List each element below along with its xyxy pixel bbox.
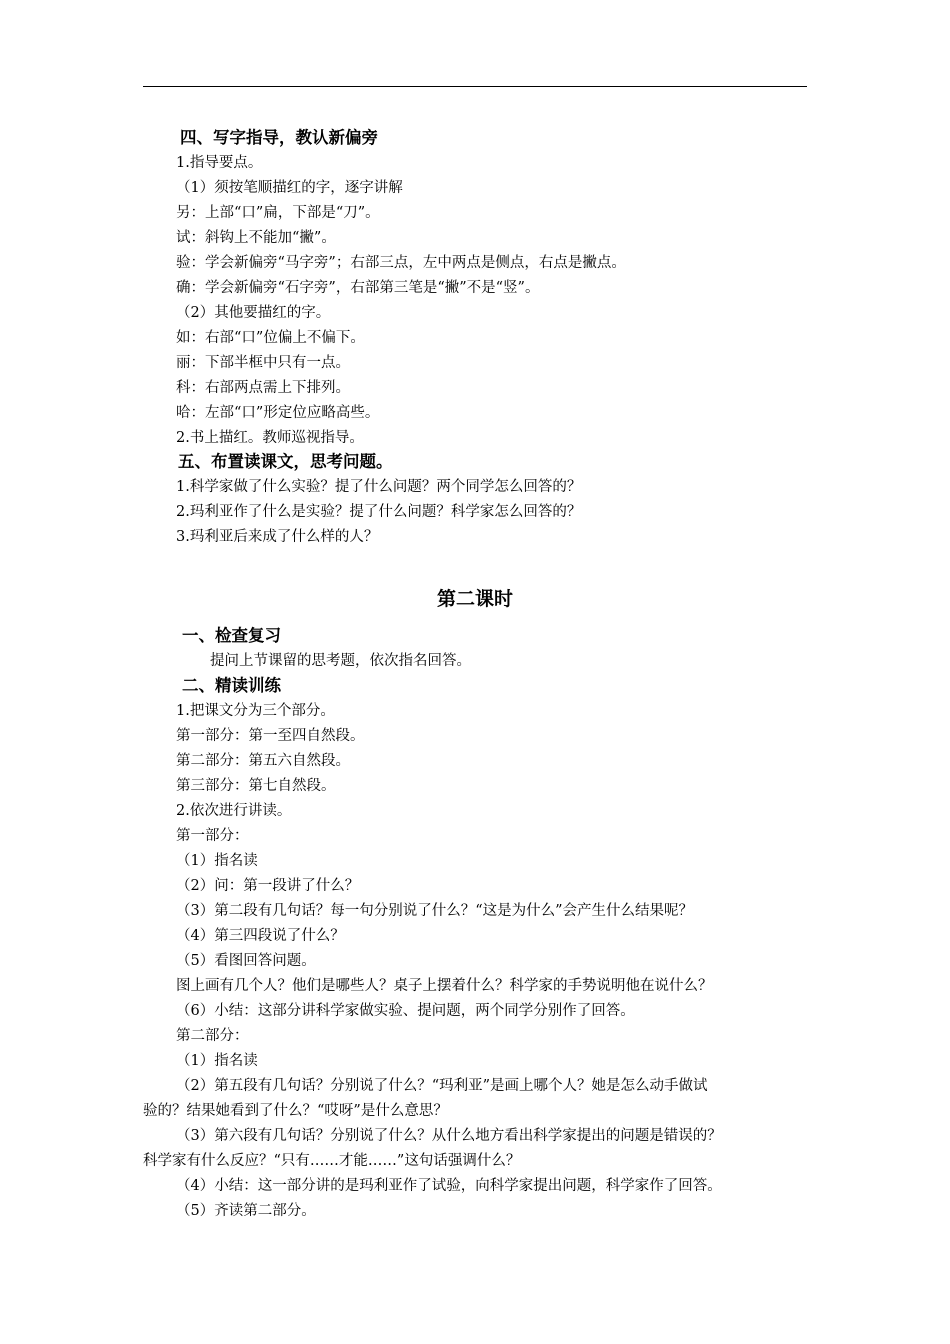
lesson-title: 第二课时 (436, 588, 513, 610)
text-line: 3.玛利亚后来成了什么样的人？ (176, 529, 379, 545)
text-line: （1）指名读 (176, 853, 258, 869)
text-line: （3）第二段有几句话？每一句分别说了什么？“这是为什么”会产生什么结果呢？ (176, 903, 694, 919)
text-line: 第二部分： (176, 1028, 249, 1044)
text-line: 验：学会新偏旁“马字旁”；右部三点，左中两点是侧点，右点是撇点。 (176, 255, 626, 271)
section-heading: 四、写字指导，教认新偏旁 (180, 128, 378, 147)
text-line: （6）小结：这部分讲科学家做实验、提问题，两个同学分别作了回答。 (176, 1003, 635, 1019)
text-line: （4）小结：这一部分讲的是玛利亚作了试验，向科学家提出问题，科学家作了回答。 (176, 1178, 722, 1194)
text-line: 图上画有几个人？他们是哪些人？桌子上摆着什么？科学家的手势说明他在说什么？ (176, 978, 713, 994)
text-line: 提问上节课留的思考题，依次指名回答。 (210, 653, 471, 669)
text-line: 2.书上描红。教师巡视指导。 (176, 430, 364, 446)
section-heading: 一、检查复习 (182, 626, 281, 645)
text-line: （4）第三四段说了什么？ (176, 928, 345, 944)
text-line: 第一部分： (176, 828, 249, 844)
text-line: 科：右部两点需上下排列。 (176, 380, 350, 396)
text-line: （2）问：第一段讲了什么？ (176, 878, 360, 894)
text-line: 验的？结果她看到了什么？“哎呀”是什么意思？ (143, 1103, 448, 1119)
text-line: 确：学会新偏旁“石字旁”，右部第三笔是“撇”不是“竖”。 (176, 280, 540, 296)
text-line: 第二部分：第五六自然段。 (176, 753, 350, 769)
section-heading: 五、布置读课文，思考问题。 (178, 452, 393, 471)
text-line: （1）须按笔顺描红的字，逐字讲解 (176, 180, 403, 196)
text-line: 1.指导要点。 (176, 155, 263, 171)
text-line: 科学家有什么反应？“只有……才能……”这句话强调什么？ (143, 1153, 521, 1169)
text-line: 2.依次进行讲读。 (176, 803, 292, 819)
text-line: 如：右部“口”位偏上不偏下。 (176, 330, 365, 346)
text-line: （5）看图回答问题。 (176, 953, 316, 969)
text-line: 哈：左部“口”形定位应略高些。 (176, 405, 380, 421)
text-line: 试：斜钩上不能加“撇”。 (176, 230, 336, 246)
text-line: （2）第五段有几句话？分别说了什么？“玛利亚”是画上哪个人？她是怎么动手做试 (176, 1078, 708, 1094)
text-line: （3）第六段有几句话？分别说了什么？从什么地方看出科学家提出的问题是错误的？ (176, 1128, 722, 1144)
text-line: 另：上部“口”扁，下部是“刀”。 (176, 205, 380, 221)
text-line: 丽：下部半框中只有一点。 (176, 355, 350, 371)
section-heading: 二、精读训练 (182, 676, 281, 695)
text-line: 1.把课文分为三个部分。 (176, 703, 335, 719)
text-line: （2）其他要描红的字。 (176, 305, 331, 321)
text-line: （5）齐读第二部分。 (176, 1203, 316, 1219)
text-line: 2.玛利亚作了什么是实验？提了什么问题？科学家怎么回答的？ (176, 504, 582, 520)
text-line: 1.科学家做了什么实验？提了什么问题？两个同学怎么回答的？ (176, 479, 582, 495)
text-line: 第一部分：第一至四自然段。 (176, 728, 365, 744)
text-line: 第三部分：第七自然段。 (176, 778, 336, 794)
text-line: （1）指名读 (176, 1053, 258, 1069)
